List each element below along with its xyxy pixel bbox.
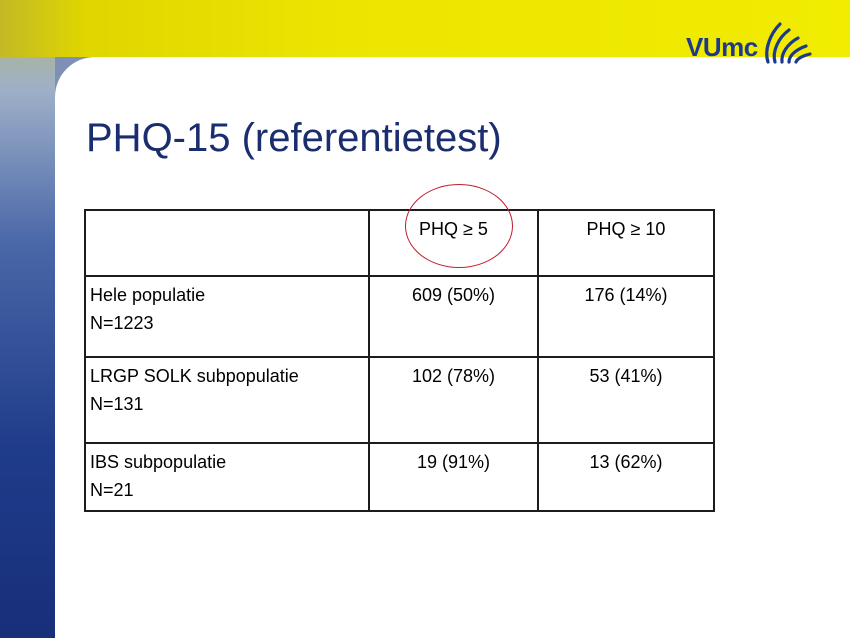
table-row-divider-3: [84, 442, 715, 444]
cell-value: 176 (14%): [584, 285, 668, 305]
row-label-n: N=131: [90, 394, 144, 414]
row-label-n: N=21: [90, 480, 134, 500]
table-border-right: [713, 209, 715, 512]
vumc-logo: [686, 20, 816, 68]
left-decorative-bar: [0, 0, 55, 638]
cell-value: 19 (91%): [416, 452, 491, 472]
table-row-divider-2: [84, 356, 715, 358]
slide-title: PHQ-15 (referentietest): [86, 116, 502, 160]
row-label: IBS subpopulatie: [90, 452, 227, 472]
header-phq5: PHQ ≥ 5: [419, 219, 488, 239]
logo-text: VUmc: [686, 32, 758, 62]
header-phq10: PHQ ≥ 10: [586, 219, 666, 239]
cell-value: 609 (50%): [411, 285, 496, 305]
table-border-top: [84, 209, 715, 211]
highlight-circle: [405, 184, 513, 268]
row-label: Hele populatie: [90, 285, 206, 305]
table-border-left: [84, 209, 86, 512]
table-row-divider-1: [84, 275, 715, 277]
logo-wave-icon: [762, 20, 812, 68]
row-label: LRGP SOLK subpopulatie: [90, 366, 299, 386]
cell-value: 53 (41%): [589, 366, 663, 386]
row-label-n: N=1223: [90, 313, 154, 333]
cell-value: 13 (62%): [589, 452, 663, 472]
results-table: [84, 209, 715, 512]
cell-value: 102 (78%): [411, 366, 496, 386]
table-border-bottom: [84, 510, 715, 512]
